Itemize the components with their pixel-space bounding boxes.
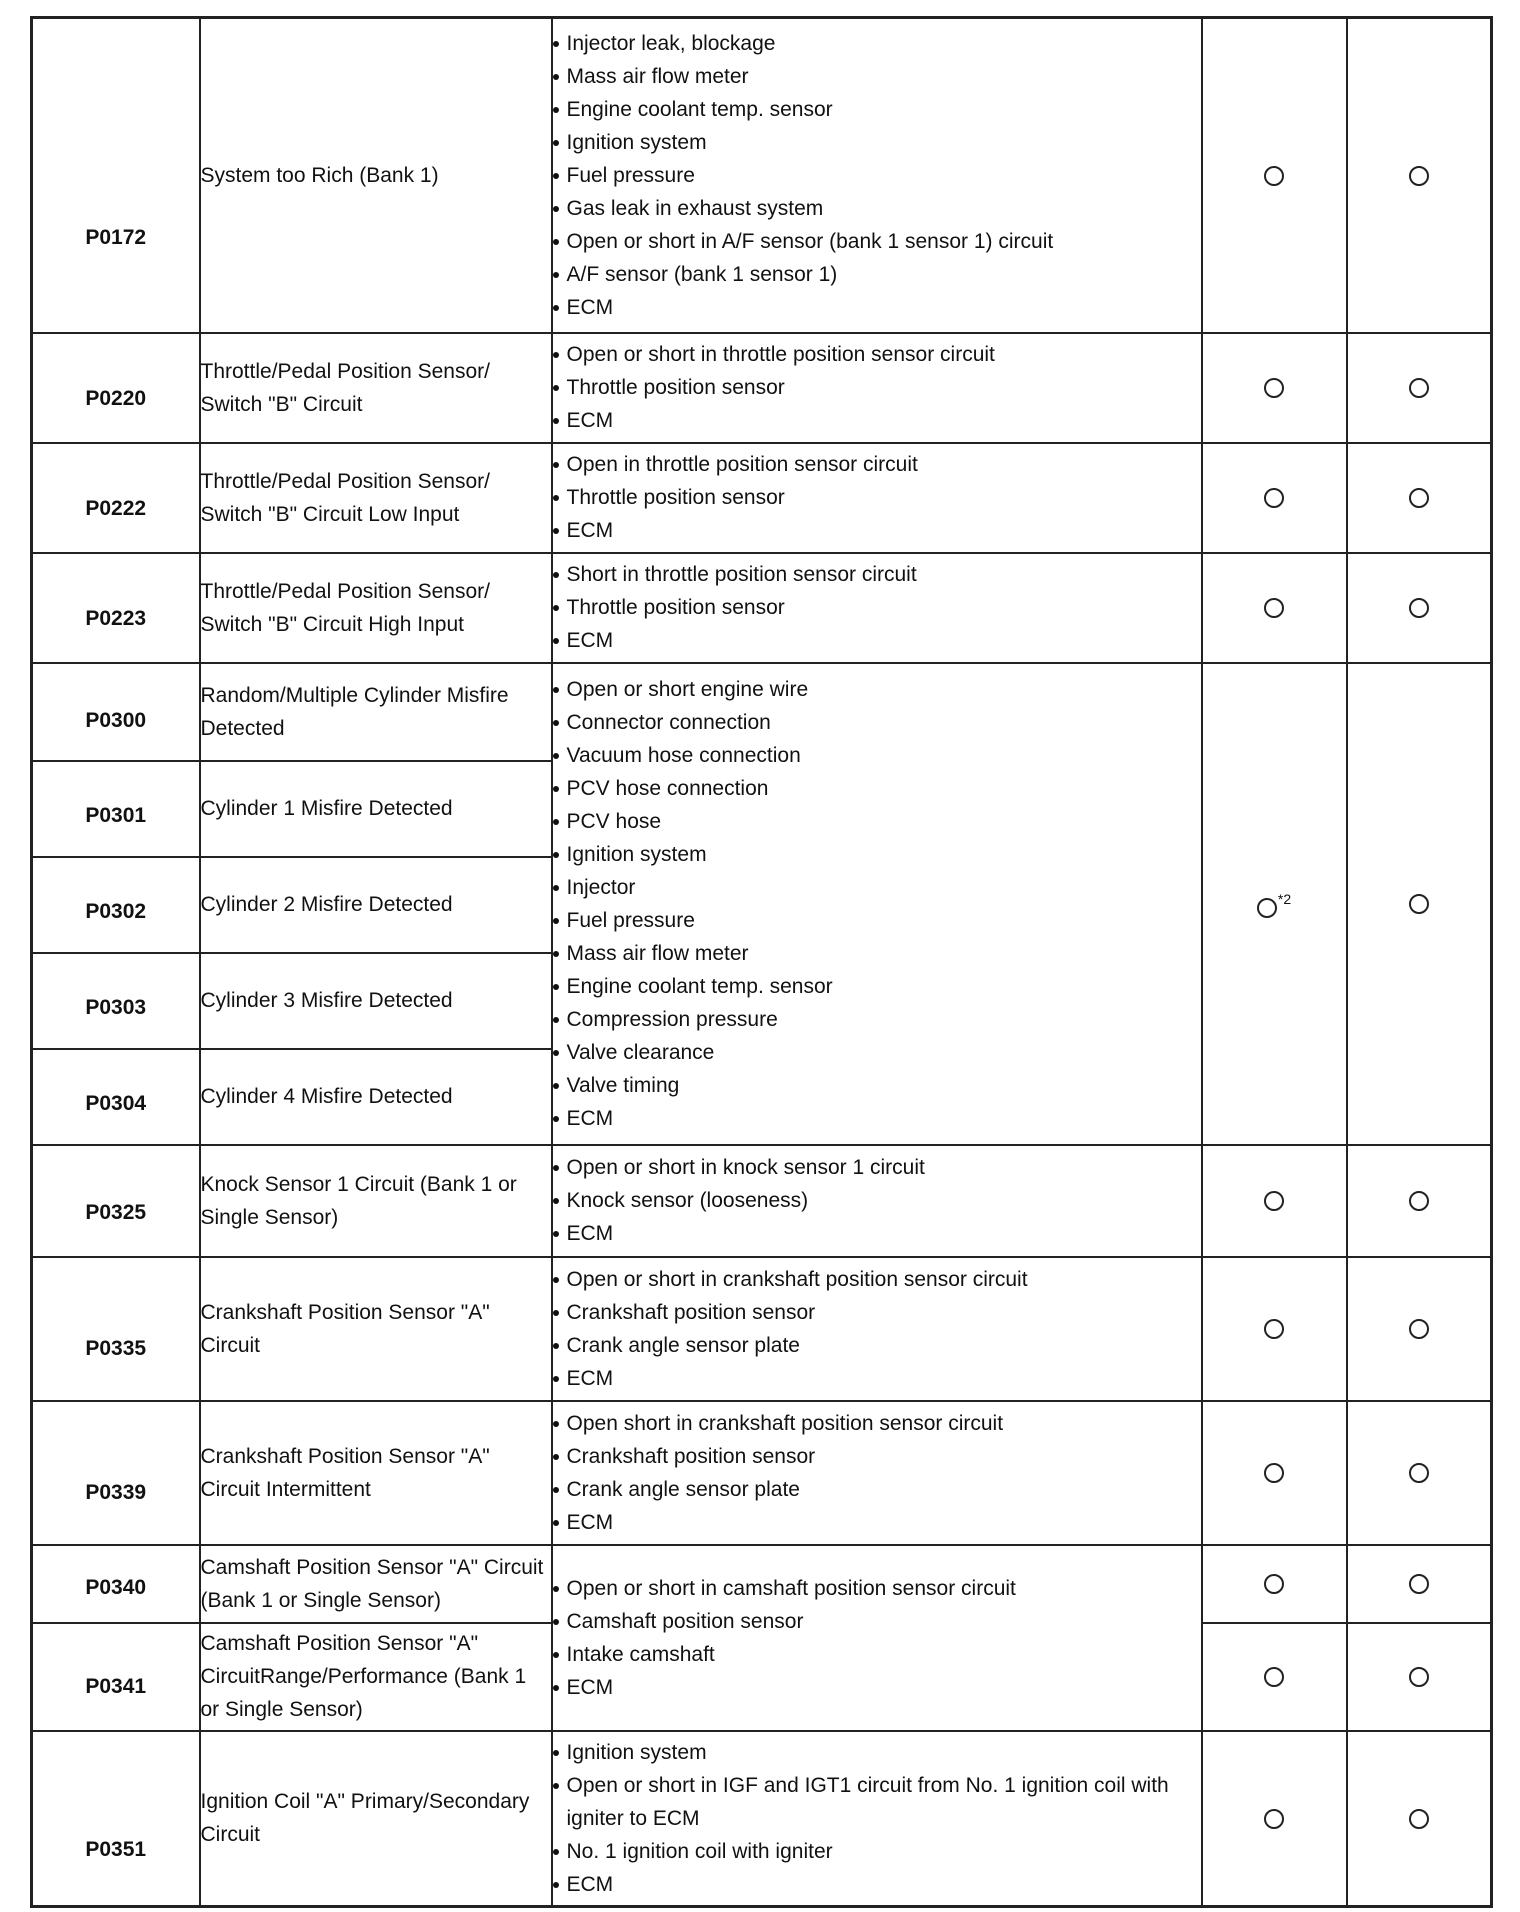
cause-item: ECM bbox=[553, 1102, 1201, 1135]
memory-cell bbox=[1347, 1401, 1492, 1545]
table-row bbox=[32, 1401, 1492, 1545]
mil-cell bbox=[1202, 1731, 1347, 1907]
table-row bbox=[32, 663, 1492, 761]
dtc-code: P0339 bbox=[32, 1401, 200, 1545]
dtc-code: P0325 bbox=[32, 1145, 200, 1257]
cause-item: Throttle position sensor bbox=[553, 591, 1201, 624]
dtc-detection-item: Camshaft Position Sensor "A" Circuit (Bank 1 or Single Sensor) bbox=[200, 1545, 552, 1623]
circle-mark-icon bbox=[1264, 1809, 1284, 1829]
table-row bbox=[32, 18, 1492, 333]
memory-cell bbox=[1347, 553, 1492, 663]
cause-item: A/F sensor (bank 1 sensor 1) bbox=[553, 258, 1201, 291]
circle-mark-icon bbox=[1264, 1463, 1284, 1483]
cause-item: Mass air flow meter bbox=[553, 937, 1201, 970]
cause-item: Vacuum hose connection bbox=[553, 739, 1201, 772]
mil-cell bbox=[1202, 1623, 1347, 1731]
trouble-area bbox=[552, 1731, 1202, 1907]
dtc-code: P0220 bbox=[32, 333, 200, 443]
mil-cell bbox=[1202, 443, 1347, 553]
cause-item: Open in throttle position sensor circuit bbox=[553, 448, 1201, 481]
dtc-code: P0300 bbox=[32, 663, 200, 761]
mil-cell bbox=[1202, 18, 1347, 333]
circle-mark-icon bbox=[1409, 166, 1429, 186]
circle-mark-icon bbox=[1264, 1191, 1284, 1211]
dtc-code: P0341 bbox=[32, 1623, 200, 1731]
cause-item: ECM bbox=[553, 1506, 1201, 1539]
dtc-detection-item: Throttle/Pedal Position Sensor/ Switch "B" Circuit Low Input bbox=[200, 443, 552, 553]
table-row bbox=[32, 333, 1492, 443]
mil-cell bbox=[1202, 1545, 1347, 1623]
cause-item: Open or short engine wire bbox=[553, 673, 1201, 706]
mil-cell bbox=[1202, 553, 1347, 663]
cause-item: Valve timing bbox=[553, 1069, 1201, 1102]
cause-item: No. 1 ignition coil with igniter bbox=[553, 1835, 1201, 1868]
cause-item: Connector connection bbox=[553, 706, 1201, 739]
trouble-area bbox=[552, 663, 1202, 1145]
cause-item: Crank angle sensor plate bbox=[553, 1473, 1201, 1506]
dtc-code: P0302 bbox=[32, 857, 200, 953]
dtc-detection-item: Cylinder 1 Misfire Detected bbox=[200, 761, 552, 857]
cause-item: Ignition system bbox=[553, 838, 1201, 871]
table-row bbox=[32, 1545, 1492, 1623]
cause-item: Open or short in knock sensor 1 circuit bbox=[553, 1151, 1201, 1184]
trouble-area bbox=[552, 443, 1202, 553]
mil-cell bbox=[1202, 1257, 1347, 1401]
circle-mark-icon bbox=[1264, 166, 1284, 186]
trouble-area bbox=[552, 333, 1202, 443]
circle-mark-icon bbox=[1409, 1809, 1429, 1829]
memory-cell bbox=[1347, 333, 1492, 443]
cause-item: PCV hose bbox=[553, 805, 1201, 838]
mil-cell bbox=[1202, 663, 1347, 1145]
dtc-code: P0351 bbox=[32, 1731, 200, 1907]
cause-item: Gas leak in exhaust system bbox=[553, 192, 1201, 225]
memory-cell bbox=[1347, 1257, 1492, 1401]
mil-cell bbox=[1202, 333, 1347, 443]
circle-mark-icon bbox=[1264, 598, 1284, 618]
memory-cell bbox=[1347, 1145, 1492, 1257]
dtc-detection-item: Knock Sensor 1 Circuit (Bank 1 or Single Sensor) bbox=[200, 1145, 552, 1257]
dtc-detection-item: System too Rich (Bank 1) bbox=[200, 18, 552, 333]
dtc-table-sheet bbox=[30, 16, 1490, 1908]
dtc-detection-item: Throttle/Pedal Position Sensor/ Switch "B" Circuit High Input bbox=[200, 553, 552, 663]
cause-item: Camshaft position sensor bbox=[553, 1605, 1201, 1638]
dtc-detection-item: Ignition Coil "A" Primary/Secondary Circuit bbox=[200, 1731, 552, 1907]
dtc-code: P0172 bbox=[32, 18, 200, 333]
cause-item: Intake camshaft bbox=[553, 1638, 1201, 1671]
mil-cell bbox=[1202, 1145, 1347, 1257]
footnote-marker: *2 bbox=[1277, 891, 1292, 907]
dtc-code: P0222 bbox=[32, 443, 200, 553]
cause-item: Fuel pressure bbox=[553, 904, 1201, 937]
cause-item: Injector leak, blockage bbox=[553, 27, 1201, 60]
cause-item: ECM bbox=[553, 1362, 1201, 1395]
cause-item: Compression pressure bbox=[553, 1003, 1201, 1036]
memory-cell bbox=[1347, 1731, 1492, 1907]
cause-item: Throttle position sensor bbox=[553, 371, 1201, 404]
cause-item: PCV hose connection bbox=[553, 772, 1201, 805]
trouble-area bbox=[552, 553, 1202, 663]
cause-item: Ignition system bbox=[553, 1736, 1201, 1769]
cause-item: ECM bbox=[553, 1217, 1201, 1250]
cause-item: Crank angle sensor plate bbox=[553, 1329, 1201, 1362]
cause-item: ECM bbox=[553, 1868, 1201, 1901]
cause-item: Engine coolant temp. sensor bbox=[553, 970, 1201, 1003]
cause-item: Injector bbox=[553, 871, 1201, 904]
cause-item: ECM bbox=[553, 514, 1201, 547]
circle-mark-icon bbox=[1264, 488, 1284, 508]
table-row bbox=[32, 1731, 1492, 1907]
circle-mark-icon bbox=[1409, 488, 1429, 508]
circle-mark-icon bbox=[1409, 1574, 1429, 1594]
dtc-detection-item: Cylinder 2 Misfire Detected bbox=[200, 857, 552, 953]
cause-item: ECM bbox=[553, 291, 1201, 324]
cause-item: Open or short in camshaft position sensor circuit bbox=[553, 1572, 1201, 1605]
circle-mark-icon bbox=[1409, 378, 1429, 398]
circle-mark-icon bbox=[1264, 1574, 1284, 1594]
dtc-detection-item: Random/Multiple Cylinder Misfire Detected bbox=[200, 663, 552, 761]
memory-cell bbox=[1347, 1623, 1492, 1731]
dtc-code: P0340 bbox=[32, 1545, 200, 1623]
trouble-area bbox=[552, 1545, 1202, 1731]
table-row bbox=[32, 1257, 1492, 1401]
table-row bbox=[32, 553, 1492, 663]
dtc-detection-item: Throttle/Pedal Position Sensor/ Switch "B" Circuit bbox=[200, 333, 552, 443]
cause-item: ECM bbox=[553, 624, 1201, 657]
cause-item: Valve clearance bbox=[553, 1036, 1201, 1069]
circle-mark-icon bbox=[1409, 894, 1429, 914]
circle-mark-icon bbox=[1264, 1667, 1284, 1687]
circle-mark-icon bbox=[1257, 898, 1277, 918]
circle-mark-icon bbox=[1264, 378, 1284, 398]
memory-cell bbox=[1347, 1545, 1492, 1623]
trouble-area bbox=[552, 1401, 1202, 1545]
cause-item: Crankshaft position sensor bbox=[553, 1440, 1201, 1473]
cause-item: Open or short in throttle position sensor circuit bbox=[553, 338, 1201, 371]
dtc-detection-item: Cylinder 4 Misfire Detected bbox=[200, 1049, 552, 1145]
trouble-area bbox=[552, 1145, 1202, 1257]
dtc-code: P0303 bbox=[32, 953, 200, 1049]
dtc-code: P0335 bbox=[32, 1257, 200, 1401]
cause-item: Throttle position sensor bbox=[553, 481, 1201, 514]
cause-item: Engine coolant temp. sensor bbox=[553, 93, 1201, 126]
circle-mark-icon bbox=[1409, 1191, 1429, 1211]
cause-item: Open or short in crankshaft position sensor circuit bbox=[553, 1263, 1201, 1296]
trouble-area bbox=[552, 18, 1202, 333]
dtc-table bbox=[30, 16, 1493, 1908]
dtc-detection-item: Cylinder 3 Misfire Detected bbox=[200, 953, 552, 1049]
cause-item: Fuel pressure bbox=[553, 159, 1201, 192]
cause-item: Knock sensor (looseness) bbox=[553, 1184, 1201, 1217]
circle-mark-icon bbox=[1409, 1463, 1429, 1483]
dtc-code: P0304 bbox=[32, 1049, 200, 1145]
cause-item: Ignition system bbox=[553, 126, 1201, 159]
circle-mark-icon bbox=[1409, 1667, 1429, 1687]
table-row bbox=[32, 443, 1492, 553]
mil-cell bbox=[1202, 1401, 1347, 1545]
dtc-detection-item: Camshaft Position Sensor "A" CircuitRange/Performance (Bank 1 or Single Sensor) bbox=[200, 1623, 552, 1731]
dtc-code: P0301 bbox=[32, 761, 200, 857]
trouble-area bbox=[552, 1257, 1202, 1401]
circle-mark-icon bbox=[1264, 1319, 1284, 1339]
memory-cell bbox=[1347, 663, 1492, 1145]
cause-item: Mass air flow meter bbox=[553, 60, 1201, 93]
cause-item: Open short in crankshaft position sensor circuit bbox=[553, 1407, 1201, 1440]
circle-mark-icon bbox=[1409, 1319, 1429, 1339]
memory-cell bbox=[1347, 443, 1492, 553]
cause-item: Short in throttle position sensor circuit bbox=[553, 558, 1201, 591]
cause-item: ECM bbox=[553, 1671, 1201, 1704]
dtc-code: P0223 bbox=[32, 553, 200, 663]
circle-mark-icon bbox=[1409, 598, 1429, 618]
cause-item: Crankshaft position sensor bbox=[553, 1296, 1201, 1329]
dtc-detection-item: Crankshaft Position Sensor "A" Circuit bbox=[200, 1257, 552, 1401]
memory-cell bbox=[1347, 18, 1492, 333]
cause-item: ECM bbox=[553, 404, 1201, 437]
table-row bbox=[32, 1145, 1492, 1257]
dtc-detection-item: Crankshaft Position Sensor "A" Circuit Intermittent bbox=[200, 1401, 552, 1545]
cause-item: Open or short in A/F sensor (bank 1 sensor 1) circuit bbox=[553, 225, 1201, 258]
cause-item: Open or short in IGF and IGT1 circuit from No. 1 ignition coil with igniter to ECM bbox=[553, 1769, 1201, 1835]
